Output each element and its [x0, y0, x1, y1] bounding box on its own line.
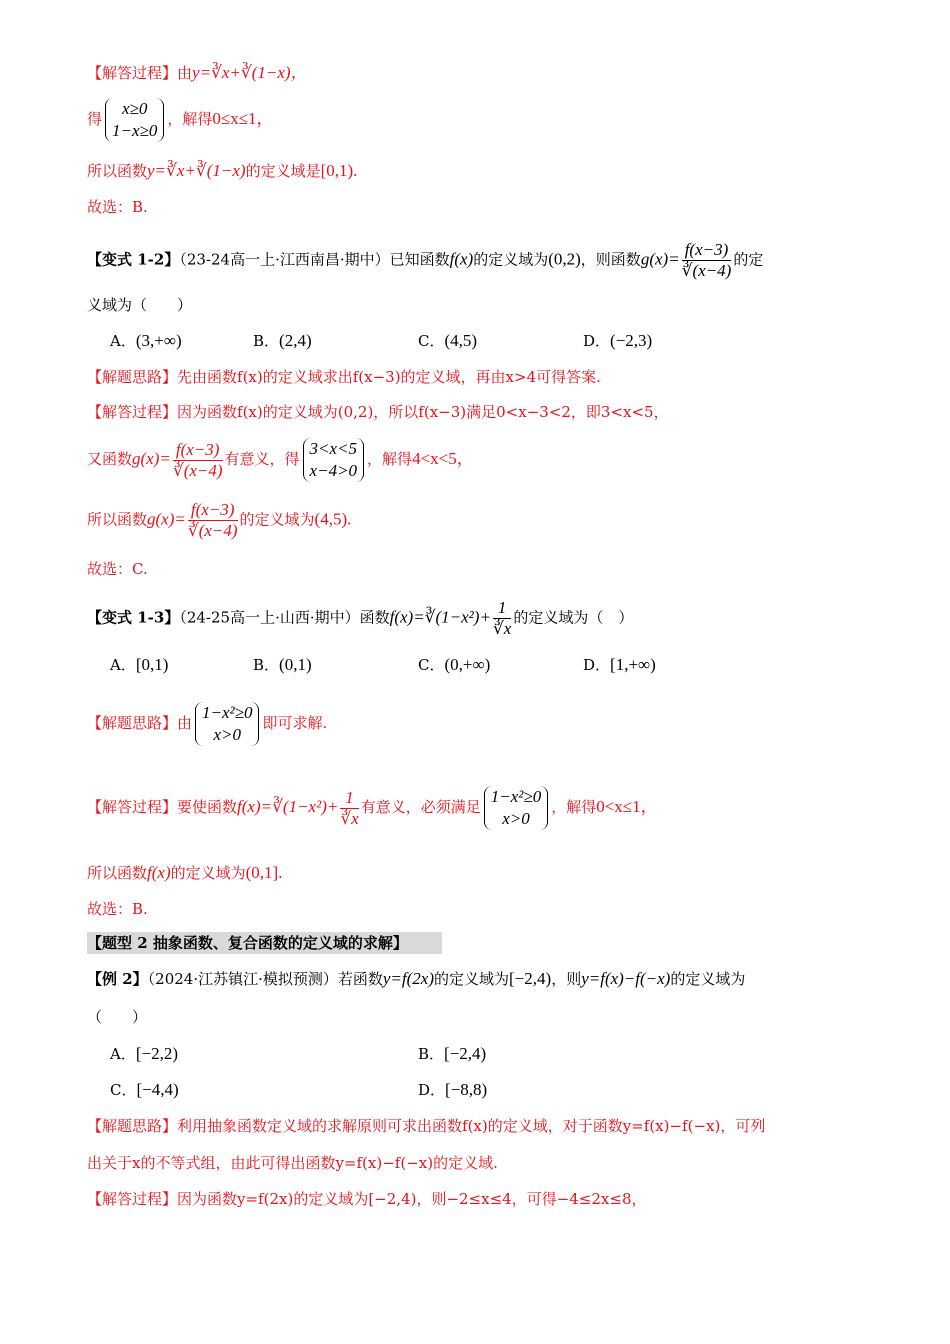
process-tag: 【解答过程】: [87, 403, 178, 421]
idea-tag: 【解题思路】: [87, 368, 178, 386]
idea-line: 【解题思路】由 1−x²≥0 x>0 即可求解.: [87, 703, 328, 744]
option-a[interactable]: A．[0,1): [110, 655, 169, 674]
solution-line-1: 【解答过程】由y=∛x+∛(1−x)，: [87, 63, 308, 82]
option-b[interactable]: B．[−2,4): [418, 1044, 487, 1063]
inequality-system: 3<x<5 x−4>0: [303, 438, 365, 482]
variant-tag: 【变式 1-3】: [87, 608, 180, 627]
solution-line-3: 所以函数y=∛x+∛(1−x)的定义域是[0,1).: [87, 161, 358, 180]
inequality-system: x≥0 1−x≥0: [105, 98, 164, 142]
section-header: 【题型 2 抽象函数、复合函数的定义域的求解】: [87, 932, 442, 954]
formula: y=∛x+∛(1−x)，: [192, 63, 308, 82]
process-line-1: 【解答过程】因为函数f(x)的定义域为(0,2)，所以f(x−3)满足0<x−3<2，即3<x<5，: [87, 403, 669, 421]
process-line-3: 所以函数g(x)= $\frac{f(x-3)}{∛(x-4)}$ 的定义域为(4,5).: [87, 500, 352, 540]
option-b[interactable]: B．(2,4): [253, 331, 312, 350]
fraction: $\frac{f(x-3)}{∛(x-4)}$: [187, 500, 238, 540]
answer-line: 故选：C.: [87, 560, 148, 578]
fraction: $\frac{1}{∛x}$: [340, 787, 359, 828]
solution-line-2: 得 x≥0 1−x≥0 ，解得0≤x≤1，: [87, 99, 274, 140]
idea-tag: 【解题思路】: [87, 714, 178, 732]
fraction: $\frac{1}{∛x}$: [492, 598, 512, 638]
fraction: $\frac{f(x-3)}{∛(x-4)}$: [172, 439, 223, 480]
option-d[interactable]: D．[1,+∞): [583, 655, 656, 674]
idea-line-1: 【解题思路】利用抽象函数定义域的求解原则可求出函数f(x)的定义域，对于函数y=f(x)−f(−x)，可列: [87, 1117, 766, 1135]
variant-tag: 【变式 1-2】: [87, 250, 180, 269]
idea-line: 【解题思路】先由函数f(x)的定义域求出f(x−3)的定义域，再由x>4可得答案.: [87, 368, 601, 386]
example-2-question-cont: （ ）: [87, 1008, 148, 1026]
idea-line-2: 出关于x的不等式组，由此可得出函数y=f(x)−f(−x)的定义域.: [87, 1154, 498, 1172]
inequality-system: 1−x²≥0 x>0: [484, 786, 548, 830]
answer-line: 故选：B.: [87, 198, 148, 216]
option-b[interactable]: B．(0,1): [253, 655, 312, 674]
example-2-question: 【例 2】（2024·江苏镇江·模拟预测）若函数y=f(2x)的定义域为[−2,4)，则y=f(x)−f(−x)的定义域为: [87, 969, 746, 988]
example-tag: 【例 2】: [87, 970, 148, 988]
option-d[interactable]: D．[−8,8): [418, 1080, 488, 1099]
option-d[interactable]: D．(−2,3): [583, 331, 653, 350]
process-line-1: 【解答过程】要使函数f(x)=∛(1−x²)+ $\frac{1}{∛x}$ 有意义，必须满足 1−x²≥0 x>0 ，解得0<x≤1，: [87, 787, 658, 828]
answer-line: 故选：B.: [87, 900, 148, 918]
option-c[interactable]: C．(4,5): [418, 331, 478, 350]
option-a[interactable]: A．[−2,2): [110, 1044, 179, 1063]
option-a[interactable]: A．(3,+∞): [110, 331, 182, 350]
process-line-2: 所以函数f(x)的定义域为(0,1].: [87, 863, 283, 882]
question-1-3: 【变式 1-3】（24-25高一上·山西·期中）函数f(x)=∛(1−x²)+ $\frac{1}{∛x}$ 的定义域为（ ）: [87, 598, 634, 638]
option-c[interactable]: C．[−4,4): [110, 1080, 179, 1099]
fraction: $\frac{f(x-3)}{∛(x-4)}$: [681, 240, 732, 280]
process-line-1: 【解答过程】因为函数y=f(2x)的定义域为[−2,4)，则−2≤x≤4，可得−4≤2x≤8，: [87, 1190, 647, 1208]
question-1-2-cont: 义域为（ ）: [87, 296, 193, 314]
option-c[interactable]: C．(0,+∞): [418, 655, 491, 674]
solution-tag: 【解答过程】: [87, 64, 178, 82]
process-tag: 【解答过程】: [87, 798, 178, 816]
process-tag: 【解答过程】: [87, 1190, 178, 1208]
inequality-system: 1−x²≥0 x>0: [195, 702, 259, 746]
question-1-2: 【变式 1-2】（23-24高一上·江西南昌·期中）已知函数f(x)的定义域为(0,2)，则函数g(x)= $\frac{f(x-3)}{∛(x-4)}$ 的定: [87, 240, 764, 280]
idea-tag: 【解题思路】: [87, 1117, 178, 1135]
process-line-2: 又函数g(x)= $\frac{f(x-3)}{∛(x-4)}$ 有意义，得 3<x<5 x−4>0 ，解得4<x<5，: [87, 439, 474, 480]
